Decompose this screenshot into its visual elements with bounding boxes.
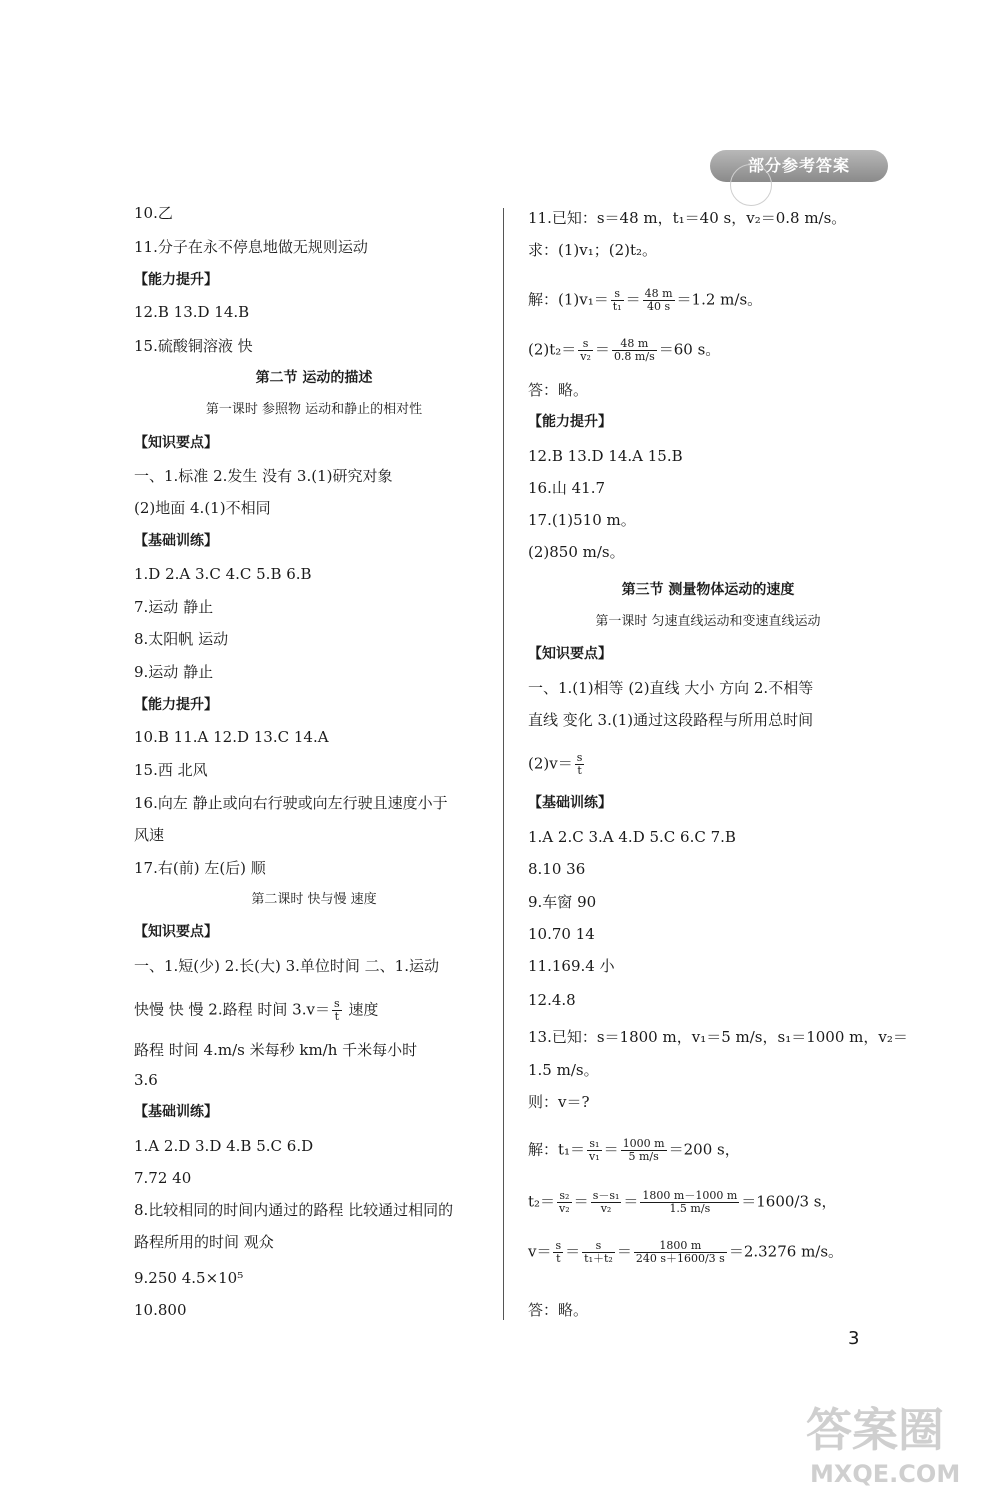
fraction: $\frac{1000 m}{5 m/s}$ [622,1137,665,1163]
section-heading: 【知识要点】 [134,435,218,451]
fraction: $\frac{\text{s₂}}{\text{v₂}}$ [559,1189,570,1215]
answer-line: 10.800 [134,1301,187,1319]
answer-line: t₂＝ $\frac{\text{s₂}}{\text{v₂}}$ ＝ $\frac{\text{s－s₁}}{\text{v₂}}$ ＝ $\frac{1800 m-1000 m}{1.5 m/s}$ ＝1600/3 s， [528,1189,837,1215]
answer-line: 答：略。 [528,1301,589,1319]
answer-line: 风速 [134,826,165,844]
chapter-title: 第三节 测量物体运动的速度 [621,582,795,598]
answer-line: 13.已知：s＝1800 m，v₁＝5 m/s，s₁＝1000 m，v₂＝ [528,1028,908,1046]
fraction: $\frac{s}{t}$ [333,997,340,1023]
fraction: $\frac{s}{\text{v₂}}$ [580,337,591,363]
answer-line: 7.72 40 [134,1169,192,1187]
section-heading: 【知识要点】 [528,646,612,662]
lesson-title: 第一课时 匀速直线运动和变速直线运动 [595,614,821,629]
answer-line: 9.250 4.5×10⁵ [134,1269,244,1287]
answer-line: 15.硫酸铜溶液 快 [134,337,253,355]
lesson-title: 第一课时 参照物 运动和静止的相对性 [205,402,423,417]
answer-line: 9.运动 静止 [134,663,214,681]
answer-line: v＝ $\frac{s}{t}$ ＝ $\frac{s}{\text{t₁＋t₂}}$ ＝ $\frac{1800 m}{240 s+1600/3 s}$ ＝2.3276 m/s。 [528,1239,844,1265]
fraction: $\frac{s}{\text{t₁＋t₂}}$ [584,1239,613,1265]
answer-line: 11.分子在永不停息地做无规则运动 [134,238,368,256]
section-heading: 【基础训练】 [134,1104,218,1120]
answer-line: 一、1.短(少) 2.长(大) 3.单位时间 二、1.运动 [134,957,439,975]
answer-line: 解：(1)v₁＝ $\frac{s}{\text{t₁}}$ ＝ $\frac{48 m}{40 s}$ ＝1.2 m/s。 [528,287,763,313]
answer-line: 1.A 2.C 3.A 4.D 5.C 6.C 7.B [528,828,736,846]
answer-line: 1.5 m/s。 [528,1061,599,1079]
answer-line: 7.运动 静止 [134,598,214,616]
section-heading: 【能力提升】 [528,414,612,430]
lesson-title: 第二课时 快与慢 速度 [251,892,377,907]
answer-line: 15.西 北风 [134,761,208,779]
answer-line: 1.A 2.D 3.D 4.B 5.C 6.D [134,1137,314,1155]
answer-line: (2)t₂＝ $\frac{s}{\text{v₂}}$ ＝ $\frac{48 m}{0.8 m/s}$ ＝60 s。 [528,337,721,363]
answer-line: (2)850 m/s。 [528,543,625,561]
section-heading: 【知识要点】 [134,924,218,940]
answer-line: 直线 变化 3.(1)通过这段路程与所用总时间 [528,711,814,729]
answer-line: 12.B 13.D 14.B [134,303,250,321]
answer-line: 一、1.(1)相等 (2)直线 大小 方向 2.不相等 [528,679,814,697]
answer-line: 答：略。 [528,381,589,399]
fraction: $\frac{48 m}{40 s}$ [644,287,673,313]
answer-line: 快慢 快 慢 2.路程 时间 3.v＝ $\frac{s}{t}$ 速度 [134,997,379,1023]
answer-line: 路程 时间 4.m/s 米每秒 km/h 千米每小时 [134,1041,418,1059]
chapter-title: 第二节 运动的描述 [255,370,373,386]
page-number: 3 [848,1328,860,1349]
column-divider [503,208,504,1320]
answer-line: 11.169.4 小 [528,957,615,975]
fraction: $\frac{s}{t}$ [555,1239,562,1265]
fraction: $\frac{s}{\text{t₁}}$ [612,287,622,313]
fraction: $\frac{s}{t}$ [576,751,583,777]
answer-line: 12.4.8 [528,991,576,1009]
svg-text:答案圈: 答案圈 [806,1403,944,1457]
section-heading: 【能力提升】 [134,272,218,288]
stamp-mark [730,164,772,206]
answer-line: 10.70 14 [528,925,595,943]
answer-line: 17.右(前) 左(后) 顺 [134,859,266,877]
answer-line: 17.(1)510 m。 [528,511,636,529]
answer-line: 解：t₁＝ $\frac{\text{s₁}}{\text{v₁}}$ ＝ $\frac{1000 m}{5 m/s}$ ＝200 s， [528,1137,740,1163]
fraction: $\frac{\text{s－s₁}}{\text{v₂}}$ [592,1189,620,1215]
answer-line: 10.B 11.A 12.D 13.C 14.A [134,728,329,746]
answer-line: (2)地面 4.(1)不相同 [134,499,271,517]
svg-text:MXQE.COM: MXQE.COM [810,1460,961,1488]
answer-line: 12.B 13.D 14.A 15.B [528,447,683,465]
answer-line: 8.太阳帆 运动 [134,630,229,648]
answer-line: 9.车窗 90 [528,893,597,911]
watermark-logo [802,1396,994,1488]
answer-line: 求：(1)v₁；(2)t₂。 [528,241,658,259]
section-heading: 【基础训练】 [134,533,218,549]
answer-line: 8.10 36 [528,860,586,878]
section-heading: 【能力提升】 [134,697,218,713]
answer-line: 则：v＝? [528,1093,590,1111]
answer-line: 10.乙 [134,204,173,222]
answer-line: 1.D 2.A 3.C 4.C 5.B 6.B [134,565,312,583]
answer-line: 路程所用的时间 观众 [134,1233,274,1251]
fraction: $\frac{\text{s₁}}{\text{v₁}}$ [589,1137,600,1163]
fraction: $\frac{1800 m-1000 m}{1.5 m/s}$ [642,1189,738,1215]
answer-line: (2)v＝ $\frac{s}{t}$ [528,751,583,777]
answer-line: 8.比较相同的时间内通过的路程 比较通过相同的 [134,1201,454,1219]
section-tag: 部分参考答案 [710,150,888,182]
answer-line: 11.已知：s＝48 m，t₁＝40 s，v₂＝0.8 m/s。 [528,209,847,227]
answer-line: 3.6 [134,1071,158,1089]
answer-line: 16.山 41.7 [528,479,606,497]
answer-line: 16.向左 静止或向右行驶或向左行驶且速度小于 [134,794,448,812]
fraction: $\frac{48 m}{0.8 m/s}$ [613,337,655,363]
fraction: $\frac{1800 m}{240 s+1600/3 s}$ [635,1239,725,1265]
answer-line: 一、1.标准 2.发生 没有 3.(1)研究对象 [134,467,393,485]
section-heading: 【基础训练】 [528,795,612,811]
